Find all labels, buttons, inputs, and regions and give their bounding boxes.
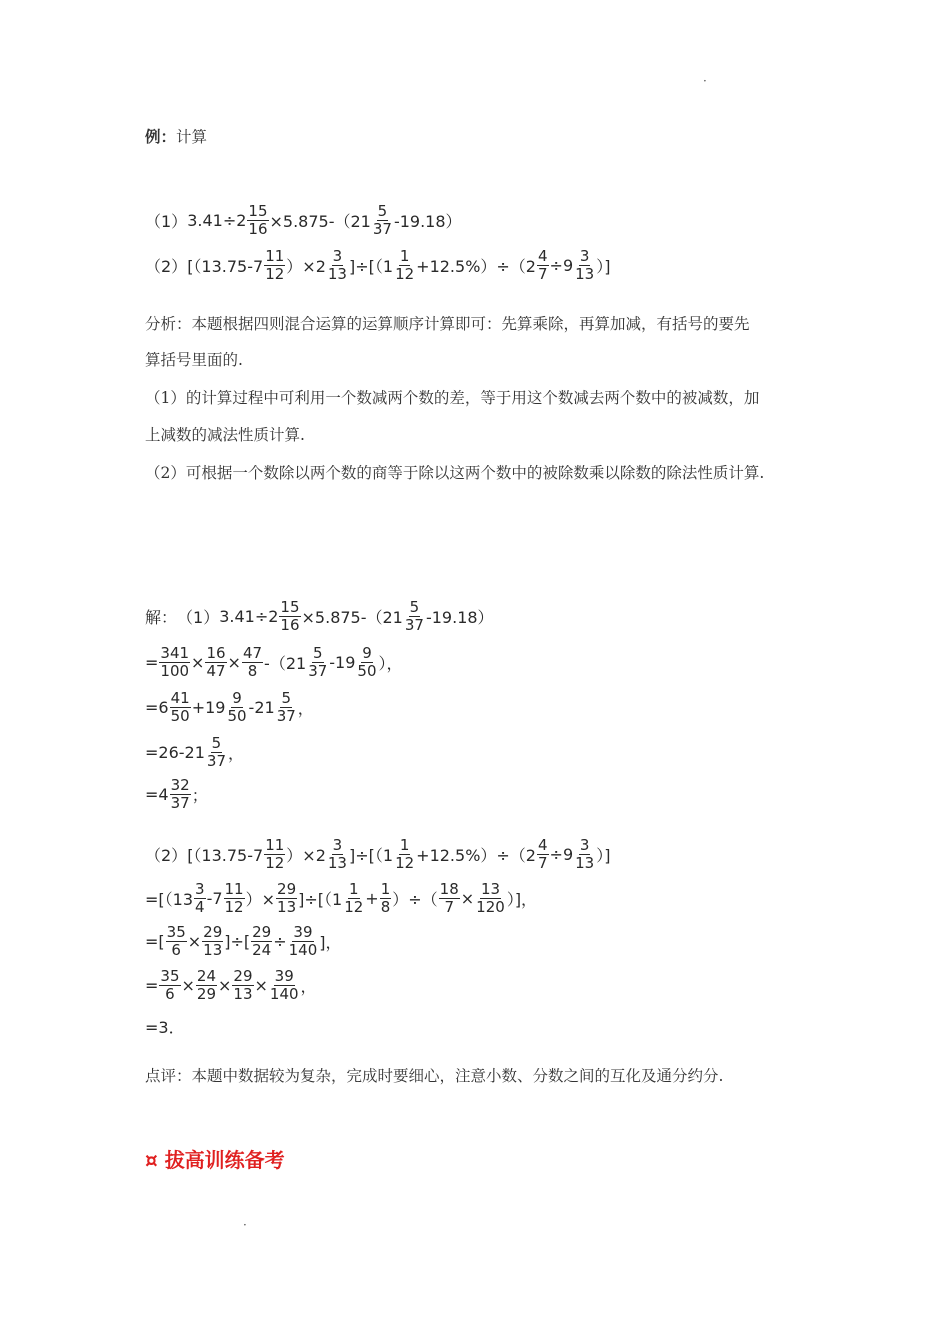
fraction: 11 12 <box>265 835 285 872</box>
section-heading: ¤ 拔高训练备考 <box>145 1148 285 1172</box>
solution-1-line-0: 解： （1） 3.41÷2 $\frac{15}{16}$ ×5.875-（21 5 37 -19.18） <box>145 597 494 634</box>
expr-text: ）] <box>596 256 611 276</box>
fraction: 5 37 <box>372 201 392 238</box>
fraction: 1 12 <box>395 246 415 283</box>
fraction: $\frac{29}{24}$ <box>252 922 272 959</box>
problem-number: （1） <box>145 211 188 231</box>
fraction: $\frac{35}{6}$ <box>160 966 180 1003</box>
problem-number: （1） <box>177 607 220 627</box>
fraction: $\frac{341}{100}$ <box>160 643 190 680</box>
problem-1 <box>145 198 462 242</box>
solution-2-line-1: =[（13 3 4 -7 11 12 ）× $\frac{29}{13}$ ]÷[（1 1 12 + $\frac{1}{8}$ ）÷（ $\frac{18}{7}$ × $\frac{13}{120}$ ）]， <box>145 879 538 916</box>
fraction: $\frac{47}{8}$ <box>242 643 263 680</box>
example-text: 计算 <box>176 128 208 146</box>
fraction: 3 4 <box>195 879 205 916</box>
fraction: $\frac{24}{29}$ <box>196 966 216 1003</box>
footer-dot: · <box>243 1218 247 1232</box>
fraction: 3 13 <box>327 835 347 872</box>
fraction: $\frac{15}{16}$ <box>248 201 268 238</box>
solution-2-line-3: = $\frac{35}{6}$ × $\frac{24}{29}$ × $\frac{29}{13}$ × $\frac{39}{140}$ ， <box>145 966 317 1003</box>
comment-line: 点评：本题中数据较为复杂，完成时要细心，注意小数、分数之间的互化及通分约分. <box>145 1067 724 1085</box>
analysis-line-1: 分析：本题根据四则混合运算的运算顺序计算即可：先算乘除，再算加减，有括号的要先 <box>145 315 750 333</box>
fraction: $\frac{29}{13}$ <box>203 922 223 959</box>
fraction: $\frac{1}{8}$ <box>380 879 391 916</box>
expr-text: +12.5%）÷（2 <box>416 256 536 276</box>
fraction: 9 50 <box>357 643 377 680</box>
fraction: 11 12 <box>224 879 244 916</box>
solution-1-line-4: =4 32 37 ； <box>145 775 208 812</box>
fraction: 5 37 <box>308 643 328 680</box>
expr-text: ]÷[（1 <box>348 256 394 276</box>
problem-number: （2） <box>145 845 188 865</box>
fraction: $\frac{15}{16}$ <box>280 597 300 634</box>
fraction: 1 12 <box>395 835 415 872</box>
solution-2-line-2: =[ $\frac{35}{6}$ × $\frac{29}{13}$ ]÷[ $\frac{29}{24}$ ÷ $\frac{39}{140}$ ]， <box>145 922 342 959</box>
fraction: 5 37 <box>206 733 226 770</box>
fraction: 41 50 <box>170 688 190 725</box>
example-heading <box>145 127 207 147</box>
fraction: 5 37 <box>276 688 296 725</box>
fraction: $\frac{4}{7}$ <box>537 835 548 872</box>
fraction: 3 13 <box>575 246 595 283</box>
header-dot: · <box>703 74 707 88</box>
solution-1-line-3: =26-21 5 37 ， <box>145 733 245 770</box>
expr-text: ）×2 <box>286 256 326 276</box>
fraction: $\frac{29}{13}$ <box>233 966 253 1003</box>
solution-2-line-4 <box>145 1014 185 1038</box>
analysis-line-5: （2）可根据一个数除以两个数的商等于除以这两个数中的被除数乘以除数的除法性质计算. <box>145 464 765 482</box>
fraction: 3 13 <box>327 246 347 283</box>
fraction: $\frac{18}{7}$ <box>439 879 459 916</box>
fraction: $\frac{29}{13}$ <box>277 879 297 916</box>
expr-text: -19.18） <box>393 211 462 231</box>
expr-text: ÷9 <box>549 255 574 275</box>
problem-number: （2） <box>145 256 188 276</box>
fraction: $\frac{16}{47}$ <box>206 643 226 680</box>
fraction: $\frac{4}{7}$ <box>537 246 548 283</box>
fraction: 1 12 <box>344 879 364 916</box>
solution-2-line-0: （2） [（13.75-7 11 12 ）×2 3 13 ]÷[（1 1 12 +12.5%）÷（2 $\frac{4}{7}$ ÷9 3 13 ）] <box>145 835 611 872</box>
analysis-line-3: （1）的计算过程中可利用一个数减两个数的差，等于用这个数减去两个数中的被减数，加 <box>145 389 760 407</box>
problem-2 <box>145 243 610 287</box>
analysis-line-4: 上减数的减法性质计算. <box>145 426 305 444</box>
fraction: $\frac{39}{140}$ <box>269 966 299 1003</box>
fraction: 32 37 <box>170 775 190 812</box>
example-label: 例： <box>145 128 177 146</box>
fraction: 3 13 <box>575 835 595 872</box>
solution-1-line-1: = $\frac{341}{100}$ × $\frac{16}{47}$ × $\frac{47}{8}$ -（21 5 37 -19 9 50 ）， <box>145 643 403 680</box>
expr-text: [（13.75-7 <box>187 256 264 276</box>
fraction: 9 50 <box>227 688 247 725</box>
expr-text: 3.41÷2 <box>187 210 247 230</box>
fraction: $\frac{13}{120}$ <box>476 879 505 916</box>
fraction: 11 12 <box>265 246 285 283</box>
fraction: $\frac{39}{140}$ <box>288 922 318 959</box>
final-answer: =3． <box>145 1017 185 1037</box>
fraction: $\frac{35}{6}$ <box>166 922 186 959</box>
solution-1-line-2: =6 41 50 +19 9 50 -21 5 37 ， <box>145 688 314 725</box>
analysis-line-2: 算括号里面的. <box>145 351 243 369</box>
fraction: 5 37 <box>404 597 424 634</box>
expr-text: ×5.875-（21 <box>269 211 371 231</box>
solution-label: 解： <box>145 607 178 627</box>
